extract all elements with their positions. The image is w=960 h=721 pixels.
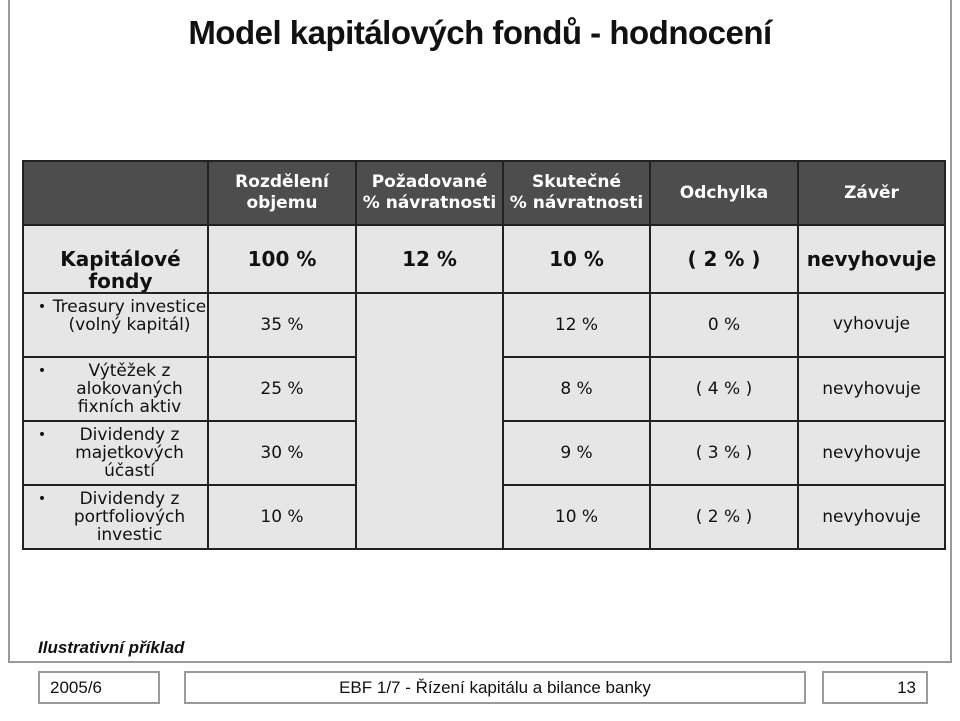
bullet-icon: • — [37, 491, 47, 507]
illustrative-example-label: Ilustrativní příklad — [38, 638, 185, 657]
cell-allocation: 35 % — [208, 293, 356, 357]
cell-allocation: 100 % — [208, 225, 356, 293]
footer-date: 2005/6 — [38, 671, 160, 704]
row-label: • Dividendy z portfoliových investic — [23, 485, 208, 549]
cell-deviation: ( 2 % ) — [650, 225, 798, 293]
footer-course-title: EBF 1/7 - Řízení kapitálu a bilance banky — [184, 671, 806, 704]
cell-allocation: 25 % — [208, 357, 356, 421]
bullet-icon: • — [37, 363, 47, 379]
row-label: • Dividendy z majetkových účastí — [23, 421, 208, 485]
header-deviation: Odchylka — [650, 161, 798, 225]
cell-allocation: 10 % — [208, 485, 356, 549]
header-actual-return: Skutečné % návratnosti — [503, 161, 650, 225]
cell-deviation: ( 4 % ) — [650, 357, 798, 421]
table-row — [23, 293, 945, 357]
cell-actual-return: 8 % — [503, 357, 650, 421]
cell-conclusion: nevyhovuje — [798, 485, 945, 549]
row-label-capital-funds: Kapitálové fondy — [23, 225, 208, 293]
cell-required-return-merged — [356, 293, 503, 549]
cell-conclusion: nevyhovuje — [798, 225, 945, 293]
slide-title: Model kapitálových fondů - hodnocení — [188, 14, 772, 51]
cell-deviation: ( 3 % ) — [650, 421, 798, 485]
bullet-icon: • — [37, 427, 47, 443]
table-header-row — [23, 161, 945, 225]
cell-deviation: ( 2 % ) — [650, 485, 798, 549]
cell-allocation: 30 % — [208, 421, 356, 485]
header-allocation: Rozdělení objemu — [208, 161, 356, 225]
bullet-icon: • — [37, 299, 47, 315]
cell-conclusion: nevyhovuje — [798, 421, 945, 485]
cell-actual-return: 10 % — [503, 485, 650, 549]
evaluation-table — [22, 160, 946, 550]
row-label: • Treasury investice (volný kapitál) — [23, 293, 208, 357]
table-row-capital-funds — [23, 225, 945, 293]
cell-actual-return: 10 % — [503, 225, 650, 293]
cell-deviation: 0 % — [650, 293, 798, 357]
header-corner — [23, 161, 208, 225]
cell-actual-return: 9 % — [503, 421, 650, 485]
cell-conclusion: nevyhovuje — [798, 357, 945, 421]
evaluation-table-wrap — [22, 160, 944, 544]
footer-page-number: 13 — [822, 671, 928, 704]
cell-actual-return: 12 % — [503, 293, 650, 357]
header-conclusion: Závěr — [798, 161, 945, 225]
cell-conclusion: vyhovuje — [798, 293, 945, 357]
row-label: • Výtěžek z alokovaných fixních aktiv — [23, 357, 208, 421]
header-required-return: Požadované % návratnosti — [356, 161, 503, 225]
cell-required-return: 12 % — [356, 225, 503, 293]
